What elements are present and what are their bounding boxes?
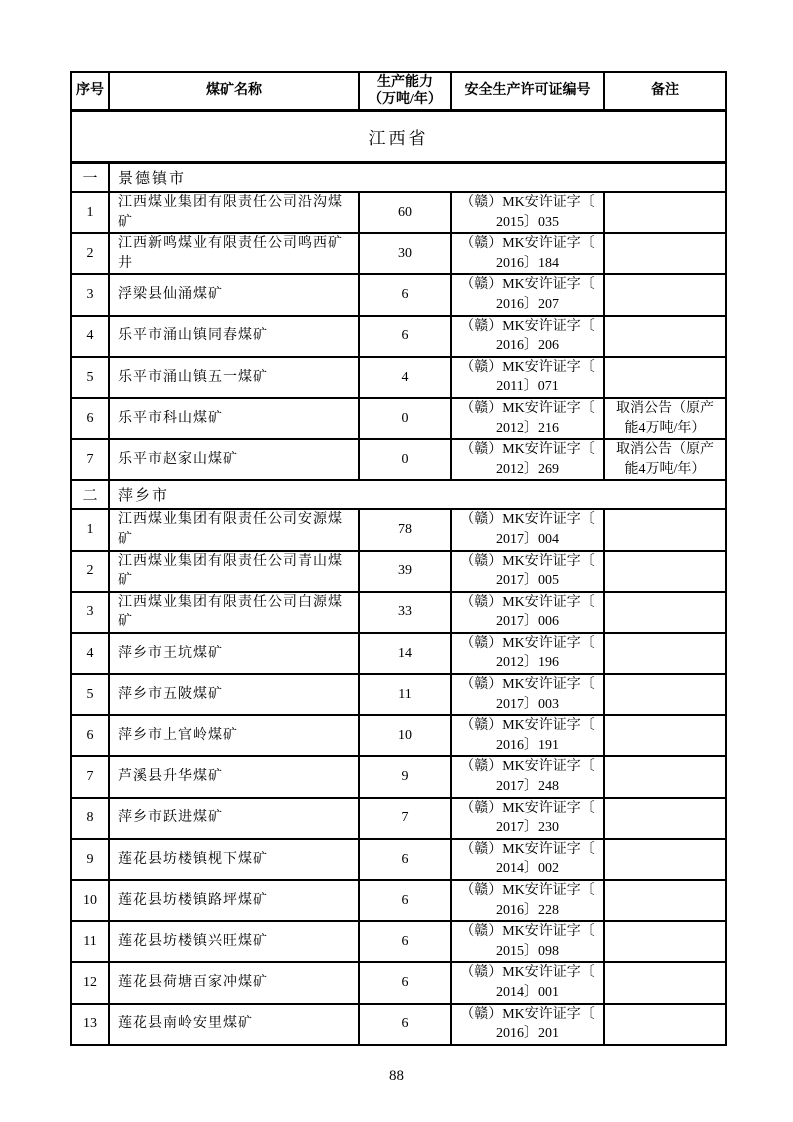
cell-index: 7 — [71, 756, 109, 797]
table-row — [71, 398, 726, 439]
cell-mine-name: 乐平市涌山镇五一煤矿 — [109, 357, 359, 398]
cell-mine-name: 乐平市赵家山煤矿 — [109, 439, 359, 480]
cell-index: 12 — [71, 962, 109, 1003]
cell-remark — [604, 962, 726, 1003]
cell-license: （赣）MK安许证字〔 2016〕207 — [451, 274, 604, 315]
cell-mine-name: 莲花县荷塘百家冲煤矿 — [109, 962, 359, 1003]
cell-mine-name: 莲花县南岭安里煤矿 — [109, 1004, 359, 1045]
cell-remark — [604, 674, 726, 715]
col-header-remarks: 备注 — [604, 72, 726, 111]
province-name: 江西省 — [71, 111, 726, 163]
cell-license: （赣）MK安许证字〔 2016〕191 — [451, 715, 604, 756]
cell-remark — [604, 357, 726, 398]
cell-mine-name: 莲花县坊楼镇枧下煤矿 — [109, 839, 359, 880]
cell-remark — [604, 509, 726, 550]
cell-remark — [604, 192, 726, 233]
col-header-capacity-line1: 生产能力 — [377, 74, 433, 90]
cell-index: 3 — [71, 274, 109, 315]
cell-remark — [604, 798, 726, 839]
table-row — [71, 357, 726, 398]
cell-capacity: 78 — [359, 509, 451, 550]
cell-index: 8 — [71, 798, 109, 839]
table-row — [71, 674, 726, 715]
cell-license: （赣）MK安许证字〔 2014〕002 — [451, 839, 604, 880]
cell-remark: 取消公告（原产能4万吨/年） — [604, 398, 726, 439]
table-sheet — [70, 71, 727, 1046]
cell-remark — [604, 233, 726, 274]
table-row — [71, 756, 726, 797]
cell-license: （赣）MK安许证字〔 2012〕196 — [451, 633, 604, 674]
cell-license: （赣）MK安许证字〔 2016〕201 — [451, 1004, 604, 1045]
cell-index: 9 — [71, 839, 109, 880]
cell-mine-name: 莲花县坊楼镇路坪煤矿 — [109, 880, 359, 921]
cell-index: 6 — [71, 715, 109, 756]
cell-index: 7 — [71, 439, 109, 480]
cell-license: （赣）MK安许证字〔 2016〕184 — [451, 233, 604, 274]
cell-license: （赣）MK安许证字〔 2015〕035 — [451, 192, 604, 233]
section-marker: 一 — [71, 163, 109, 193]
cell-remark — [604, 592, 726, 633]
table-row — [71, 439, 726, 480]
cell-remark — [604, 633, 726, 674]
cell-license: （赣）MK安许证字〔 2017〕003 — [451, 674, 604, 715]
cell-capacity: 39 — [359, 551, 451, 592]
cell-capacity: 6 — [359, 1004, 451, 1045]
cell-capacity: 0 — [359, 439, 451, 480]
cell-remark — [604, 921, 726, 962]
cell-license: （赣）MK安许证字〔 2016〕228 — [451, 880, 604, 921]
cell-license: （赣）MK安许证字〔 2017〕004 — [451, 509, 604, 550]
table-row — [71, 274, 726, 315]
cell-mine-name: 乐平市涌山镇同春煤矿 — [109, 316, 359, 357]
cell-license: （赣）MK安许证字〔 2015〕098 — [451, 921, 604, 962]
cell-capacity: 33 — [359, 592, 451, 633]
cell-remark — [604, 839, 726, 880]
cell-mine-name: 萍乡市五陂煤矿 — [109, 674, 359, 715]
cell-license: （赣）MK安许证字〔 2014〕001 — [451, 962, 604, 1003]
cell-capacity: 60 — [359, 192, 451, 233]
cell-capacity: 7 — [359, 798, 451, 839]
cell-index: 2 — [71, 551, 109, 592]
cell-mine-name: 萍乡市上官岭煤矿 — [109, 715, 359, 756]
table-row — [71, 316, 726, 357]
table-row — [71, 715, 726, 756]
cell-capacity: 9 — [359, 756, 451, 797]
cell-mine-name: 江西新鸣煤业有限责任公司鸣西矿井 — [109, 233, 359, 274]
cell-capacity: 6 — [359, 274, 451, 315]
cell-capacity: 4 — [359, 357, 451, 398]
section-row — [71, 480, 726, 509]
table-row — [71, 192, 726, 233]
table-header-row — [71, 72, 726, 111]
cell-license: （赣）MK安许证字〔 2017〕248 — [451, 756, 604, 797]
cell-mine-name: 芦溪县升华煤矿 — [109, 756, 359, 797]
cell-capacity: 6 — [359, 880, 451, 921]
cell-mine-name: 浮梁县仙涌煤矿 — [109, 274, 359, 315]
cell-capacity: 6 — [359, 962, 451, 1003]
col-header-license: 安全生产许可证编号 — [451, 72, 604, 111]
coal-mine-license-table — [70, 71, 727, 1046]
cell-index: 6 — [71, 398, 109, 439]
cell-index: 5 — [71, 674, 109, 715]
cell-index: 5 — [71, 357, 109, 398]
cell-remark — [604, 715, 726, 756]
cell-mine-name: 江西煤业集团有限责任公司青山煤矿 — [109, 551, 359, 592]
cell-capacity: 10 — [359, 715, 451, 756]
cell-capacity: 0 — [359, 398, 451, 439]
section-row — [71, 163, 726, 193]
cell-index: 3 — [71, 592, 109, 633]
col-header-capacity-line2: （万吨/年） — [368, 92, 442, 107]
section-city: 景德镇市 — [109, 163, 726, 193]
cell-remark — [604, 316, 726, 357]
cell-capacity: 11 — [359, 674, 451, 715]
col-header-capacity — [359, 72, 451, 111]
cell-capacity: 6 — [359, 316, 451, 357]
table-row — [71, 551, 726, 592]
cell-mine-name: 江西煤业集团有限责任公司沿沟煤矿 — [109, 192, 359, 233]
cell-remark — [604, 1004, 726, 1045]
cell-mine-name: 萍乡市王坑煤矿 — [109, 633, 359, 674]
cell-mine-name: 江西煤业集团有限责任公司白源煤矿 — [109, 592, 359, 633]
table-row — [71, 962, 726, 1003]
table-row — [71, 592, 726, 633]
cell-index: 10 — [71, 880, 109, 921]
table-row — [71, 233, 726, 274]
cell-capacity: 6 — [359, 839, 451, 880]
cell-index: 4 — [71, 633, 109, 674]
cell-capacity: 14 — [359, 633, 451, 674]
cell-license: （赣）MK安许证字〔 2017〕230 — [451, 798, 604, 839]
province-header-row — [71, 111, 726, 163]
cell-remark — [604, 551, 726, 592]
table-row — [71, 880, 726, 921]
col-header-mine-name: 煤矿名称 — [109, 72, 359, 111]
cell-mine-name: 萍乡市跃进煤矿 — [109, 798, 359, 839]
cell-remark: 取消公告（原产能4万吨/年） — [604, 439, 726, 480]
cell-index: 13 — [71, 1004, 109, 1045]
cell-index: 11 — [71, 921, 109, 962]
cell-license: （赣）MK安许证字〔 2016〕206 — [451, 316, 604, 357]
table-row — [71, 633, 726, 674]
cell-mine-name: 江西煤业集团有限责任公司安源煤矿 — [109, 509, 359, 550]
cell-license: （赣）MK安许证字〔 2012〕216 — [451, 398, 604, 439]
page-number: 88 — [389, 1068, 404, 1084]
cell-capacity: 30 — [359, 233, 451, 274]
table-row — [71, 921, 726, 962]
cell-index: 1 — [71, 192, 109, 233]
table-body — [71, 111, 726, 1045]
cell-index: 1 — [71, 509, 109, 550]
table-row — [71, 798, 726, 839]
cell-license: （赣）MK安许证字〔 2017〕005 — [451, 551, 604, 592]
cell-index: 2 — [71, 233, 109, 274]
section-marker: 二 — [71, 480, 109, 509]
cell-license: （赣）MK安许证字〔 2017〕006 — [451, 592, 604, 633]
section-city: 萍乡市 — [109, 480, 726, 509]
cell-mine-name: 莲花县坊楼镇兴旺煤矿 — [109, 921, 359, 962]
table-row — [71, 839, 726, 880]
table-row — [71, 1004, 726, 1045]
cell-remark — [604, 756, 726, 797]
cell-remark — [604, 274, 726, 315]
cell-mine-name: 乐平市科山煤矿 — [109, 398, 359, 439]
cell-license: （赣）MK安许证字〔 2012〕269 — [451, 439, 604, 480]
col-header-index: 序号 — [71, 72, 109, 111]
table-row — [71, 509, 726, 550]
cell-capacity: 6 — [359, 921, 451, 962]
cell-remark — [604, 880, 726, 921]
cell-index: 4 — [71, 316, 109, 357]
cell-license: （赣）MK安许证字〔 2011〕071 — [451, 357, 604, 398]
